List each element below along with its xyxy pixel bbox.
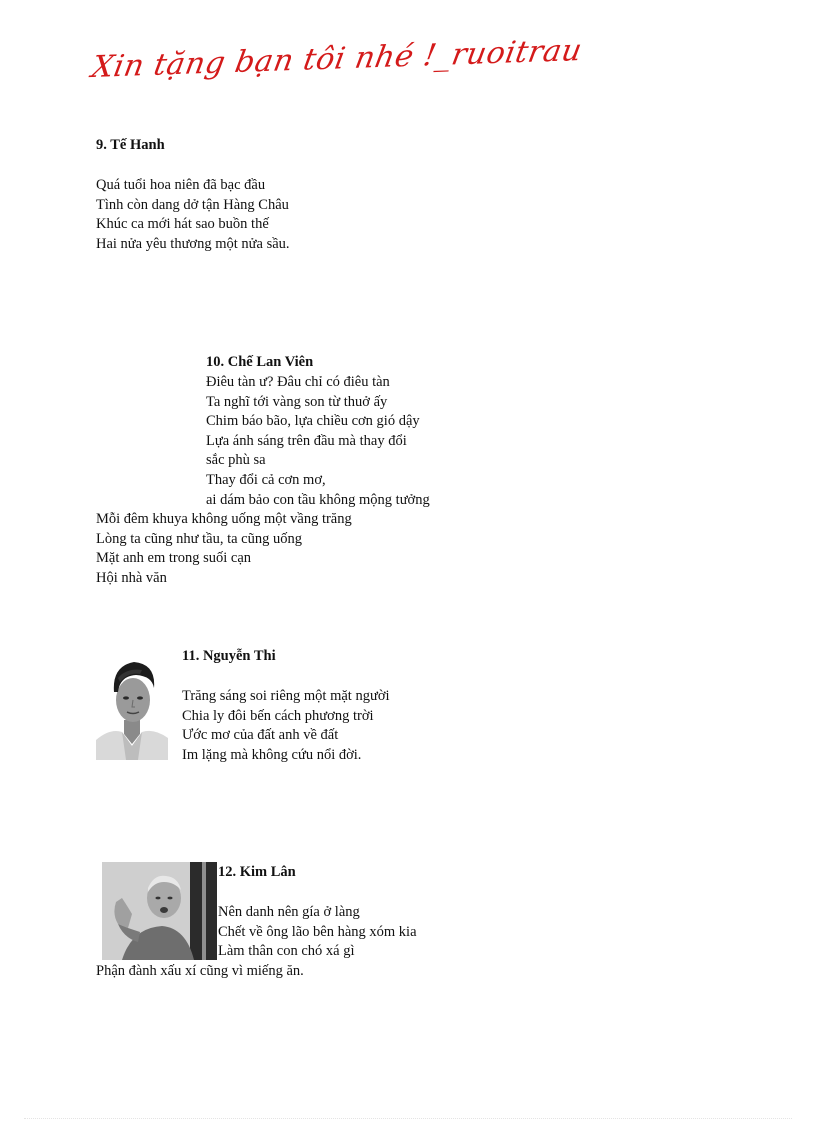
poem-che-lan-vien-indented	[206, 373, 430, 510]
poem-line: Ước mơ của đất anh về đất	[182, 727, 339, 744]
poem-line: Mỗi đêm khuya không uống một vầng trăng	[96, 511, 352, 527]
page-bottom-rule	[24, 1118, 792, 1119]
poem-line: Hội nhà văn	[96, 569, 167, 586]
poem-line-kim-lan-last: Phận đành xấu xí cũng vì miếng ăn.	[96, 963, 304, 979]
poem-line: Mặt anh em trong suối cạn	[96, 550, 252, 567]
poem-line: Hai nửa yêu thương một nửa sầu.	[96, 235, 290, 252]
section-title-te-hanh: 9. Tế Hanh	[96, 137, 165, 153]
poem-line: Chết về ông lão bên hàng xóm kia	[218, 923, 417, 940]
poem-kim-lan	[218, 903, 417, 962]
poem-line: Nên danh nên gía ở làng	[218, 904, 360, 920]
poem-line: Trăng sáng soi riêng một mặt người	[182, 688, 390, 704]
portrait-nguyen-thi-image	[96, 648, 168, 760]
poem-line: Im lặng mà không cứu nổi đời.	[182, 746, 362, 763]
poem-te-hanh	[96, 176, 290, 254]
poem-line: ai dám bảo con tầu không mộng tưởng	[206, 491, 430, 508]
poem-line: sắc phù sa	[206, 452, 266, 469]
poem-line: Điêu tàn ư? Đâu chỉ có điêu tàn	[206, 374, 390, 390]
poem-line: Tình còn dang dở tận Hàng Châu	[96, 196, 289, 213]
poem-line: Lựa ánh sáng trên đầu mà thay đổi	[206, 432, 407, 449]
poem-line: Làm thân con chó xá gì	[218, 943, 355, 960]
poem-line: Lòng ta cũng như tầu, ta cũng uống	[96, 530, 302, 547]
poem-line: Quá tuổi hoa niên đã bạc đầu	[96, 177, 266, 193]
poem-line: Thay đổi cả cơn mơ,	[206, 471, 326, 488]
portrait-kim-lan-image	[102, 862, 217, 960]
portrait-nguyen-thi	[96, 648, 168, 760]
poem-nguyen-thi	[182, 687, 390, 765]
section-title-nguyen-thi: 11. Nguyễn Thi	[182, 648, 276, 664]
poem-line: Chia ly đôi bến cách phương trời	[182, 707, 374, 724]
poem-line: Khúc ca mới hát sao buồn thế	[96, 216, 269, 233]
dedication-banner: Xin tặng bạn tôi nhé !_ruoitrau	[88, 33, 585, 85]
section-title-che-lan-vien: 10. Chế Lan Viên	[206, 354, 314, 370]
poem-line: Ta nghĩ tới vàng son từ thuở ấy	[206, 393, 388, 410]
poem-che-lan-vien	[96, 510, 352, 588]
poem-line: Chim báo bão, lựa chiều cơn gió dậy	[206, 413, 420, 430]
portrait-kim-lan	[102, 862, 217, 960]
section-title-kim-lan: 12. Kim Lân	[218, 864, 296, 880]
